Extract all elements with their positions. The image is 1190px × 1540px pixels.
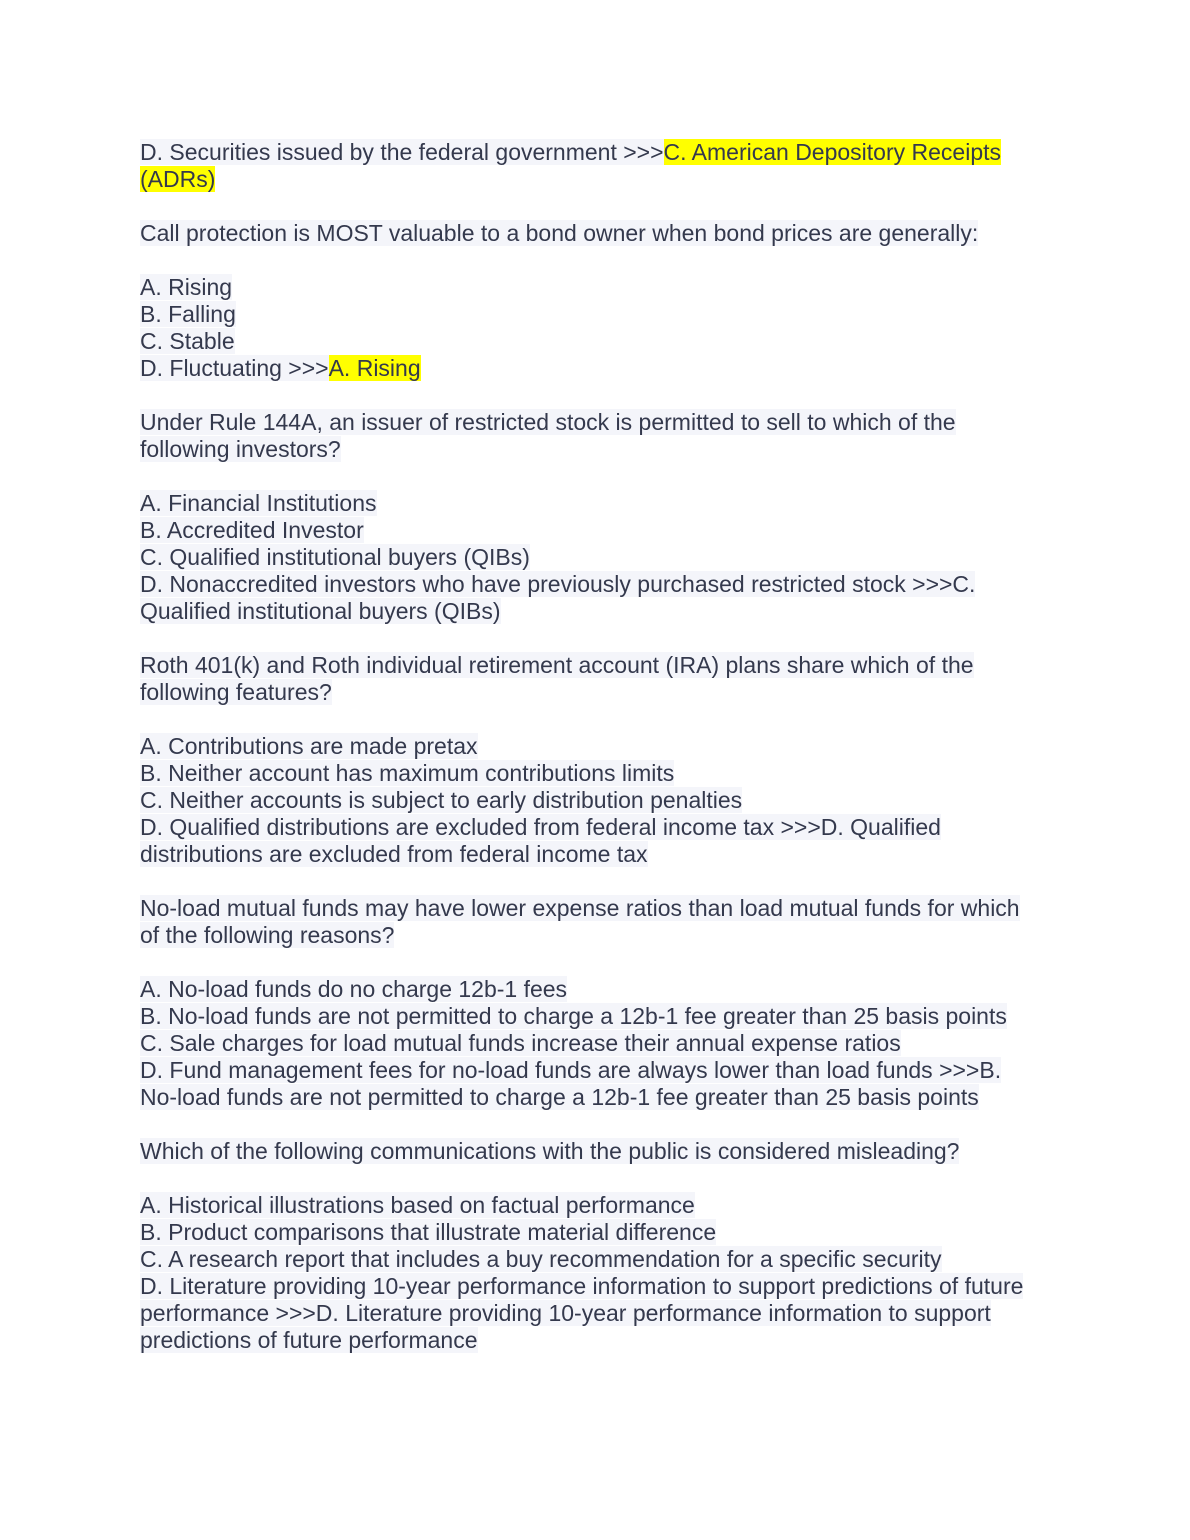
text-line bbox=[140, 1057, 1040, 1084]
text-line bbox=[140, 1273, 1040, 1300]
text-line bbox=[140, 922, 1040, 949]
text-segment: C. Stable bbox=[140, 328, 235, 354]
text-line bbox=[140, 652, 1040, 679]
text-segment: C. Qualified institutional buyers (QIBs) bbox=[140, 544, 530, 570]
text-segment: B. No-load funds are not permitted to charge a 12b-1 fee greater than 25 basis points bbox=[140, 1003, 1007, 1029]
text-line bbox=[140, 517, 1040, 544]
text-block bbox=[140, 1138, 1040, 1165]
text-block bbox=[140, 895, 1040, 949]
highlighted-answer: (ADRs) bbox=[140, 166, 216, 192]
text-segment: distributions are excluded from federal income tax bbox=[140, 841, 648, 867]
text-line bbox=[140, 787, 1040, 814]
text-segment: D. Fund management fees for no-load funds are always lower than load funds >>>B. bbox=[140, 1057, 1002, 1083]
text-segment: No-load funds are not permitted to charge a 12b-1 fee greater than 25 basis points bbox=[140, 1084, 979, 1110]
text-block bbox=[140, 976, 1040, 1111]
text-block bbox=[140, 1192, 1040, 1354]
text-block bbox=[140, 652, 1040, 706]
text-segment: Call protection is MOST valuable to a bond owner when bond prices are generally: bbox=[140, 220, 979, 246]
text-segment: D. Qualified distributions are excluded from federal income tax >>>D. Qualified bbox=[140, 814, 941, 840]
text-line bbox=[140, 841, 1040, 868]
text-segment: following features? bbox=[140, 679, 332, 705]
text-segment: following investors? bbox=[140, 436, 341, 462]
text-line bbox=[140, 1003, 1040, 1030]
text-segment: B. Neither account has maximum contributions limits bbox=[140, 760, 675, 786]
text-segment: performance >>>D. Literature providing 10-year performance information to support bbox=[140, 1300, 991, 1326]
text-segment: C. Sale charges for load mutual funds increase their annual expense ratios bbox=[140, 1030, 901, 1056]
text-line bbox=[140, 895, 1040, 922]
text-line bbox=[140, 1246, 1040, 1273]
highlighted-answer: A. Rising bbox=[328, 355, 421, 381]
text-segment: D. Nonaccredited investors who have previously purchased restricted stock >>>C. bbox=[140, 571, 976, 597]
text-line bbox=[140, 301, 1040, 328]
text-line bbox=[140, 679, 1040, 706]
text-line bbox=[140, 1138, 1040, 1165]
text-segment: B. Accredited Investor bbox=[140, 517, 364, 543]
text-segment: predictions of future performance bbox=[140, 1327, 478, 1353]
text-segment: Under Rule 144A, an issuer of restricted stock is permitted to sell to which of the bbox=[140, 409, 956, 435]
text-block bbox=[140, 220, 1040, 247]
text-line bbox=[140, 571, 1040, 598]
text-segment: A. Rising bbox=[140, 274, 233, 300]
text-segment: D. Fluctuating >>> bbox=[140, 355, 329, 381]
text-block bbox=[140, 409, 1040, 463]
text-line bbox=[140, 1219, 1040, 1246]
text-line bbox=[140, 436, 1040, 463]
text-line bbox=[140, 166, 1040, 193]
text-block bbox=[140, 490, 1040, 625]
text-segment: No-load mutual funds may have lower expense ratios than load mutual funds for which bbox=[140, 895, 1020, 921]
text-line bbox=[140, 490, 1040, 517]
text-segment: A. Financial Institutions bbox=[140, 490, 377, 516]
text-line bbox=[140, 409, 1040, 436]
text-segment: B. Product comparisons that illustrate material difference bbox=[140, 1219, 717, 1245]
text-line bbox=[140, 274, 1040, 301]
text-line bbox=[140, 733, 1040, 760]
text-segment: B. Falling bbox=[140, 301, 236, 327]
text-line bbox=[140, 814, 1040, 841]
text-line bbox=[140, 598, 1040, 625]
text-segment: A. No-load funds do no charge 12b-1 fees bbox=[140, 976, 568, 1002]
text-segment: D. Literature providing 10-year performance information to support predictions of future bbox=[140, 1273, 1024, 1299]
text-line bbox=[140, 760, 1040, 787]
text-segment: Which of the following communications with the public is considered misleading? bbox=[140, 1138, 960, 1164]
text-line bbox=[140, 1327, 1040, 1354]
text-line bbox=[140, 1300, 1040, 1327]
text-line bbox=[140, 1030, 1040, 1057]
highlighted-answer: C. American Depository Receipts bbox=[663, 139, 1002, 165]
text-block bbox=[140, 139, 1040, 193]
text-line bbox=[140, 1084, 1040, 1111]
text-line bbox=[140, 220, 1040, 247]
text-line bbox=[140, 355, 1040, 382]
text-line bbox=[140, 328, 1040, 355]
text-segment: A. Contributions are made pretax bbox=[140, 733, 478, 759]
text-segment: Qualified institutional buyers (QIBs) bbox=[140, 598, 501, 624]
text-segment: D. Securities issued by the federal government >>> bbox=[140, 139, 664, 165]
text-block bbox=[140, 733, 1040, 868]
text-segment: A. Historical illustrations based on factual performance bbox=[140, 1192, 695, 1218]
text-line bbox=[140, 1192, 1040, 1219]
text-block bbox=[140, 274, 1040, 382]
text-line bbox=[140, 544, 1040, 571]
text-segment: C. Neither accounts is subject to early distribution penalties bbox=[140, 787, 743, 813]
text-segment: of the following reasons? bbox=[140, 922, 395, 948]
document-body bbox=[140, 139, 1040, 1381]
text-line bbox=[140, 139, 1040, 166]
text-segment: C. A research report that includes a buy recommendation for a specific security bbox=[140, 1246, 942, 1272]
text-segment: Roth 401(k) and Roth individual retirement account (IRA) plans share which of the bbox=[140, 652, 974, 678]
text-line bbox=[140, 976, 1040, 1003]
